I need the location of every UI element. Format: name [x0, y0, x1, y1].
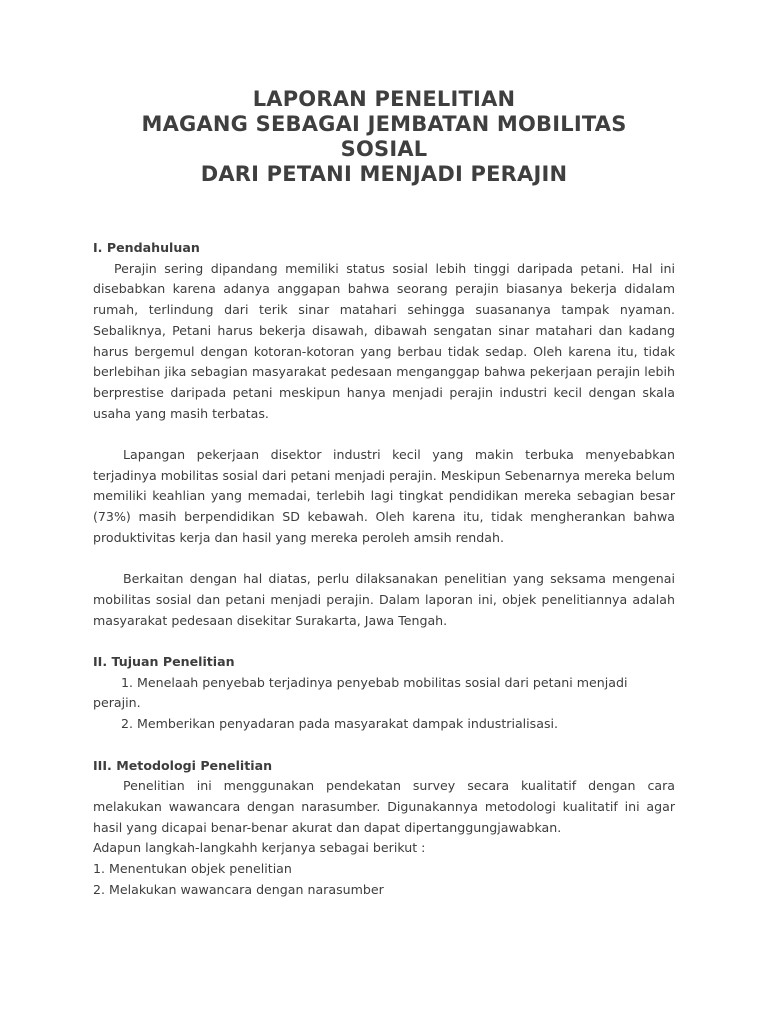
section-heading-tujuan: II. Tujuan Penelitian	[93, 654, 235, 670]
document-body	[93, 238, 675, 900]
title-line-2: MAGANG SEBAGAI JEMBATAN MOBILITAS	[141, 112, 627, 136]
section-heading-pendahuluan: I. Pendahuluan	[93, 240, 200, 255]
paragraph-pendahuluan-2: Lapangan pekerjaan disektor industri kecil yang makin terbuka menyebabkan terjadinya mobilitas sosial dari petani menjadi perajin. Meskipun Sebenarnya mereka belum memiliki keahlian yang memadai, terlebih lagi tingkat pendidikan mereka sebagian besar (73%) masih berpendidikan SD kebawah. Oleh karena itu, tidak mengherankan bahwa produktivitas kerja dan hasil yang mereka peroleh amsih rendah.	[93, 447, 675, 545]
metodologi-step-2: 2. Melakukan wawancara dengan narasumber	[93, 881, 384, 897]
metodologi-line-1: Adapun langkah-langkahh kerjanya sebagai berikut :	[93, 840, 426, 856]
title-line-3: SOSIAL	[340, 137, 428, 161]
title-line-1: LAPORAN PENELITIAN	[252, 87, 516, 111]
paragraph-pendahuluan-1: Perajin sering dipandang memiliki status sosial lebih tinggi daripada petani. Hal ini disebabkan karena adanya anggapan bahwa seorang perajin biasanya bekerja didalam rumah, terlindung dari terik sinar matahari sehingga suasananya tampak nyaman. Sebaliknya, Petani harus bekerja disawah, dibawah sengatan sinar matahari dan kadang harus bergemul dengan kotoran-kotoran yang berbau tidak sedap. Oleh karena itu, tidak berlebihan jika sebagian masyarakat pedesaan menganggap bahwa pekerjaan perajin lebih berprestise daripada petani meskipun hanya menjadi perajin industri kecil dengan skala usaha yang masih terbatas.	[93, 260, 675, 421]
paragraph-spacer	[93, 735, 675, 756]
paragraph-spacer	[93, 549, 675, 570]
paragraph-pendahuluan-3: Berkaitan dengan hal diatas, perlu dilaksanakan penelitian yang seksama mengenai mobilitas sosial dan petani menjadi perajin. Dalam laporan ini, objek penelitiannya adalah masyarakat pedesaan disekitar Surakarta, Jawa Tengah.	[93, 571, 675, 628]
section-heading-metodologi: III. Metodologi Penelitian	[93, 757, 273, 773]
metodologi-step-1: 1. Menentukan objek penelitian	[93, 861, 292, 877]
paragraph-metodologi: Penelitian ini menggunakan pendekatan survey secara kualitatif dengan cara melakukan wawancara dengan narasumber. Digunakannya metodologi kualitatif ini agar hasil yang dicapai benar-benar akurat dan dapat dipertanggungjawabkan.	[93, 778, 675, 835]
paragraph-spacer	[93, 631, 675, 652]
document-title	[0, 87, 768, 187]
tujuan-item-1: 1. Menelaah penyebab terjadinya penyebab mobilitas sosial dari petani menjadi perajin.	[93, 674, 628, 711]
title-line-4: DARI PETANI MENJADI PERAJIN	[200, 162, 568, 186]
tujuan-item-2: 2. Memberikan penyadaran pada masyarakat dampak industrialisasi.	[121, 716, 559, 732]
paragraph-spacer	[93, 424, 675, 445]
